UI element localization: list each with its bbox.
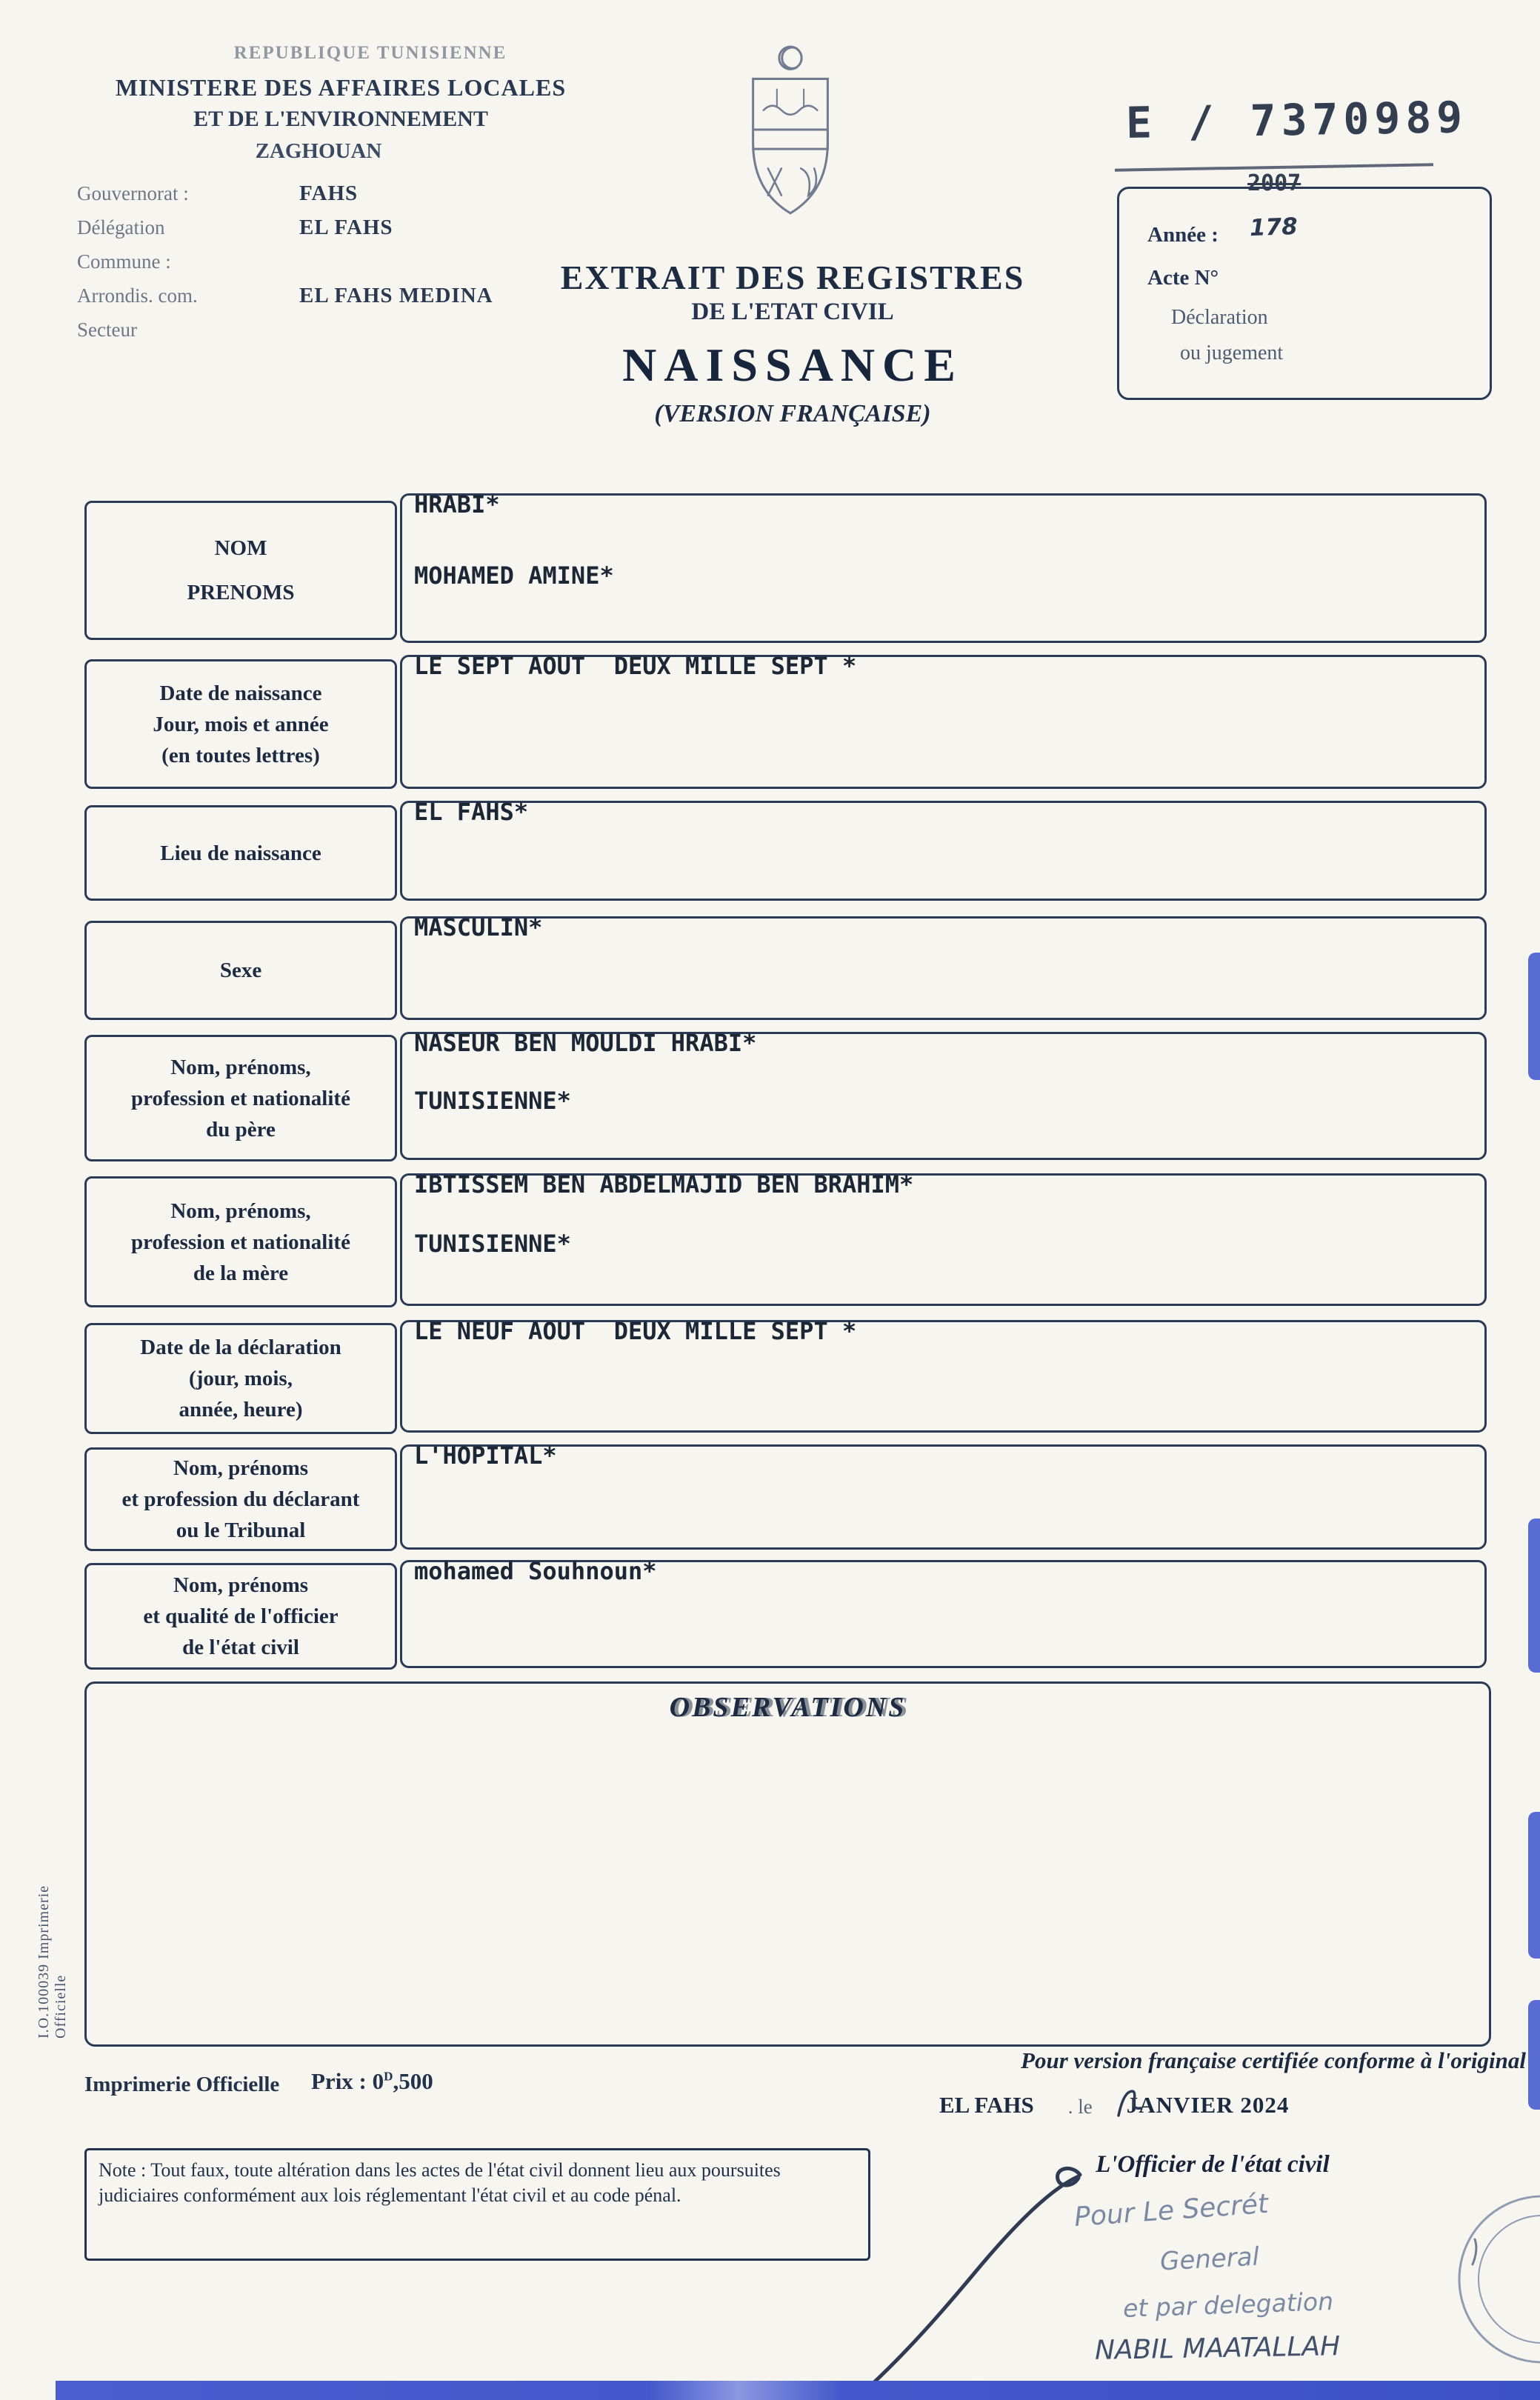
- price-label: [311, 2068, 433, 2095]
- label-line: de l'état civil: [182, 1636, 299, 1659]
- value-line: TUNISIENNE*: [414, 1230, 571, 1258]
- label-line: profession et nationalité: [131, 1086, 350, 1110]
- field-value-date-declaration: [400, 1317, 1487, 1433]
- label-line: (jour, mois,: [189, 1367, 293, 1390]
- scan-bottom-strip: [56, 2381, 1540, 2400]
- legal-note-box: [84, 2148, 870, 2261]
- serial-prefix: E /: [1125, 96, 1220, 149]
- field-value-lieu-naissance: [400, 798, 1487, 901]
- imprimerie-label: Imprimerie Officielle: [84, 2073, 280, 2096]
- field-value-date-naissance: [400, 652, 1487, 789]
- label-line: Jour, mois et année: [153, 712, 329, 736]
- label-line: ou le Tribunal: [176, 1519, 306, 1542]
- value-line: IBTISSEM BEN ABDELMAJID BEN BRAHIM*: [414, 1170, 914, 1199]
- label-line: Nom, prénoms: [173, 1573, 309, 1597]
- field-value-officier: [400, 1557, 1487, 1668]
- serial-year: 2007: [1247, 170, 1301, 196]
- field-value-sexe: [400, 913, 1487, 1020]
- admin-fields: [77, 176, 610, 347]
- registry-title: EXTRAIT DES REGISTRES: [560, 259, 1025, 296]
- civil-status-subtitle: DE L'ETAT CIVIL: [691, 299, 894, 325]
- field-label-date-naissance: [84, 659, 397, 789]
- round-stamp-icon: [1440, 2183, 1540, 2376]
- field-label-nom-prenoms: [84, 501, 397, 640]
- admin-field-label: Délégation: [77, 216, 165, 239]
- ministry-name-line1: MINISTERE DES AFFAIRES LOCALES: [115, 74, 567, 101]
- label-line: Sexe: [219, 959, 262, 982]
- annee-label: Année :: [1147, 223, 1219, 247]
- stamp-text-line: General: [1159, 2241, 1260, 2277]
- label-line: Date de la déclaration: [140, 1336, 341, 1359]
- date-separator: . le: [1067, 2096, 1093, 2118]
- label-line: Date de naissance: [159, 681, 322, 705]
- label-line: Nom, prénoms,: [170, 1055, 311, 1079]
- scan-edge-mark: [1528, 1519, 1540, 1673]
- label-line: NOM: [214, 536, 267, 560]
- label-line: et profession du déclarant: [121, 1487, 360, 1511]
- observations-title: OBSERVATIONS: [669, 1692, 907, 1723]
- admin-field-label: Commune :: [77, 250, 171, 273]
- label-line: profession et nationalité: [131, 1230, 350, 1254]
- value-line: LE SEPT AOUT DEUX MILLE SEPT *: [414, 652, 857, 680]
- field-value-mere: [400, 1170, 1487, 1306]
- field-label-officier: [84, 1563, 397, 1670]
- jugement-label: ou jugement: [1180, 341, 1284, 364]
- admin-field-row: [77, 244, 610, 279]
- label-line: (en toutes lettres): [161, 743, 320, 767]
- value-line: HRABI*: [414, 490, 500, 519]
- document-title-block: [548, 258, 1037, 428]
- acte-info-box: [1117, 187, 1492, 400]
- admin-field-value: EL FAHS MEDINA: [299, 283, 493, 307]
- admin-field-row: [77, 210, 610, 244]
- legal-note-text: Note : Tout faux, toute altération dans les actes de l'état civil donnent lieu aux poursuites judiciaires conformément aux lois réglementant l'état civil et au code pénal.: [99, 2159, 781, 2206]
- admin-field-value: FAHS: [299, 181, 359, 205]
- value-line: L'HOPITAL*: [414, 1441, 557, 1470]
- value-line: MOHAMED AMINE*: [414, 561, 614, 590]
- scan-edge-mark: [1528, 2000, 1540, 2110]
- place-name: EL FAHS: [939, 2092, 1034, 2118]
- value-line: LE NEUF AOUT DEUX MILLE SEPT *: [414, 1317, 857, 1345]
- field-label-pere: [84, 1035, 397, 1161]
- field-label-sexe: [84, 921, 397, 1020]
- label-line: du père: [206, 1117, 276, 1141]
- field-value-nom-prenoms: [400, 490, 1487, 643]
- value-line: NASEUR BEN MOULDI HRABI*: [414, 1029, 757, 1057]
- price-prefix: Prix : 0: [311, 2068, 384, 2094]
- handwritten-day-mark: [1111, 2086, 1144, 2123]
- certification-note: Pour version française certifiée conforme à l'original: [1021, 2047, 1526, 2073]
- value-line: mohamed Souhnoun*: [414, 1557, 657, 1585]
- admin-field-row: [77, 313, 610, 347]
- label-line: Nom, prénoms: [173, 1456, 309, 1480]
- stamp-text-line: et par delegation: [1122, 2287, 1334, 2323]
- act-type-title: NAISSANCE: [622, 339, 963, 391]
- admin-field-value: EL FAHS: [299, 215, 393, 239]
- label-line: PRENOMS: [187, 581, 295, 604]
- field-label-declarant: [84, 1447, 397, 1551]
- declaration-label: Déclaration: [1171, 306, 1268, 329]
- label-line: de la mère: [193, 1261, 289, 1285]
- admin-field-row: [77, 279, 610, 313]
- admin-field-row: [77, 176, 610, 210]
- printer-code-vertical: I.O.100039 Imprimerie Officielle: [36, 1884, 69, 2039]
- signature-mark: [858, 2161, 1095, 2391]
- admin-field-label: Gouvernorat :: [77, 181, 189, 204]
- stamp-text-line: Pour Le Secrét: [1073, 2188, 1270, 2233]
- label-line: Lieu de naissance: [160, 841, 321, 865]
- admin-field-label: Secteur: [77, 318, 137, 341]
- field-value-pere: [400, 1029, 1487, 1160]
- field-value-declarant: [400, 1441, 1487, 1550]
- label-line: et qualité de l'officier: [143, 1604, 339, 1628]
- value-line: TUNISIENNE*: [414, 1087, 571, 1115]
- price-superscript: D: [384, 2069, 393, 2084]
- serial-stamp: [1125, 92, 1467, 148]
- price-suffix: ,500: [393, 2068, 433, 2094]
- acte-number-label: Acte N°: [1147, 266, 1219, 290]
- field-label-date-declaration: [84, 1323, 397, 1434]
- observations-box: [84, 1681, 1491, 2047]
- serial-number: 7370989: [1250, 91, 1468, 147]
- scan-edge-mark: [1528, 1812, 1540, 1959]
- ministry-name-line2: ET DE L'ENVIRONNEMENT: [193, 107, 488, 131]
- officier-title: L'Officier de l'état civil: [1096, 2151, 1330, 2178]
- admin-field-label: Arrondis. com.: [77, 284, 198, 307]
- version-subtitle: (VERSION FRANÇAISE): [654, 400, 931, 427]
- field-label-mere: [84, 1176, 397, 1307]
- value-line: MASCULIN*: [414, 913, 543, 941]
- label-line: année, heure): [179, 1398, 303, 1421]
- scan-edge-mark: [1528, 953, 1540, 1080]
- label-line: Nom, prénoms,: [170, 1199, 311, 1223]
- republic-line: REPUBLIQUE TUNISIENNE: [233, 43, 507, 63]
- annee-value: 178: [1249, 213, 1299, 242]
- field-label-lieu-naissance: [84, 805, 397, 901]
- official-name: NABIL MAATALLAH: [1094, 2331, 1341, 2366]
- region-name: ZAGHOUAN: [255, 139, 382, 163]
- national-emblem-icon: [736, 37, 844, 228]
- date-value: JANVIER 2024: [1126, 2092, 1290, 2118]
- value-line: EL FAHS*: [414, 798, 529, 826]
